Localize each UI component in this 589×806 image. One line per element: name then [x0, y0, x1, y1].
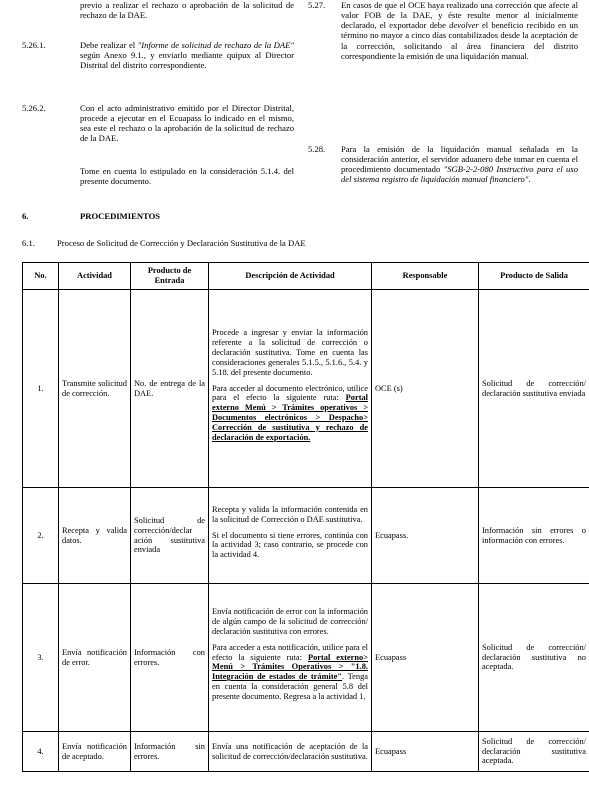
header-responsible: Responsable [372, 263, 479, 290]
table-header-row [23, 263, 589, 290]
item-text-b: según Anexo 9.1., y enviarlo mediante quipux al Director Distrital del distrito correspondiente. [80, 50, 294, 71]
row-responsible: Ecuapass [372, 584, 479, 732]
item-text-a: Para la emisión de la liquidación manual señalada en la consideración anterior, el servidor aduanero debe tomar en cuenta el procedimiento documentado [341, 144, 578, 175]
section-number: 6. [22, 211, 29, 221]
row-input: Información con errores. [131, 584, 209, 732]
header-no: No. [23, 263, 59, 290]
section-title: PROCEDIMIENTOS [80, 211, 161, 221]
item-number: 5.26.2. [22, 103, 46, 113]
row-activity: Recepta y valida datos. [59, 488, 131, 584]
row-output: Solicitud de corrección/ declaración sustitutiva no aceptada. [479, 584, 589, 732]
row-input: Solicitud de corrección/declar ación sustitutiva enviada [131, 488, 209, 584]
item-text [341, 0, 578, 61]
navigation-path: Portal externo> Menú > Trámites Operativos > "1.8. Integración de estados de trámite" [212, 652, 368, 682]
item-text-b: . [528, 174, 531, 185]
item-text-b: el beneficio recibido en un término no mayor a cinco días contabilizados desde la aceptación de la corrección, solicitando al área financiera del distrito correspondiente la emisión de una liquidación manual. [341, 20, 578, 61]
description-paragraph: Procede a ingresar y enviar la información referente a la solicitud de corrección o declaración sustitutiva. Tome en cuenta las consideraciones generales 5.1.5., 5.1.6., 5.4. y 5.18. del presente documento. [212, 328, 368, 377]
table-row [23, 732, 589, 772]
row-description [209, 732, 372, 772]
item-text-emphasis: devolver [449, 20, 479, 31]
row-output: Información sin errores o información con errores. [479, 488, 589, 584]
description-text: Para acceder a esta notificación, utilice para el efecto la siguiente ruta: [212, 642, 368, 662]
left-note-paragraph [80, 166, 294, 186]
row-number: 2. [23, 488, 59, 584]
description-paragraph [212, 643, 368, 702]
row-activity: Envía notificación de aceptado. [59, 732, 131, 772]
header-input: Producto de Entrada [131, 263, 209, 290]
description-paragraph: Recepta y valida la información contenida en la solicitud de Corrección o DAE sustitutiva. [212, 504, 368, 524]
subsection-title: Proceso de Solicitud de Corrección y Declaración Sustitutiva de la DAE [57, 238, 306, 248]
item-5-26-1 [22, 40, 294, 70]
row-activity: Envía notificación de error. [59, 584, 131, 732]
item-number: 5.27. [308, 0, 326, 10]
row-output: Solicitud de corrección/ declaración sustitutiva aceptada. [479, 732, 589, 772]
row-responsible: Ecuapass [372, 732, 479, 772]
header-output: Producto de Salida [479, 263, 589, 290]
item-number: 5.26.1. [22, 40, 46, 50]
table-row [23, 584, 589, 732]
row-responsible: OCE (s) [372, 290, 479, 488]
row-description [209, 584, 372, 732]
header-description: Descripción de Actividad [209, 263, 372, 290]
description-text: . Tenga en cuenta la consideración general 5.8 del presente documento. Regresa a la actividad 1. [212, 672, 368, 701]
item-5-28 [308, 144, 578, 185]
item-text-a: Debe realizar el [80, 40, 138, 50]
procedure-table [22, 262, 589, 772]
row-description [209, 488, 372, 584]
description-paragraph: Envía una notificación de aceptación de la solicitud de corrección/declaración sustitutiva. [212, 741, 368, 761]
item-text: Con el acto administrativo emitido por el Director Distrital, procede a ejecutar en el Ecuapass lo indicado en el mismo, sea este el rechazo o la aprobación de la solicitud de rechazo de la DAE. [80, 103, 294, 144]
subsection-number: 6.1. [22, 238, 35, 248]
item-text [341, 144, 578, 185]
item-5-26-2 [22, 103, 294, 144]
item-text [80, 40, 294, 70]
description-paragraph: Envía notificación de error con la información de algún campo de la solicitud de corrección/ declaración sustitutiva con errores. [212, 607, 368, 636]
row-number: 4. [23, 732, 59, 772]
description-paragraph [212, 384, 368, 443]
description-text: Para acceder al documento electrónico, utilice para el efecto la siguiente ruta: [212, 383, 368, 403]
row-number: 3. [23, 584, 59, 732]
item-text-a: En casos de que el OCE haya realizado una corrección que afecte al valor FOB de la DAE, y éste resulte menor al inicialmente declarado, el exportador debe [341, 0, 578, 31]
section-heading [22, 211, 422, 221]
table-row [23, 290, 589, 488]
row-input: No. de entrega de la DAE. [131, 290, 209, 488]
left-intro-text: previo a realizar el rechazo o aprobación de la solicitud de rechazo de la DAE. [80, 0, 294, 21]
header-activity: Actividad [59, 263, 131, 290]
item-text-emphasis: "Informe de solicitud de rechazo de la DAE" [137, 40, 294, 50]
row-input: Información sin errores. [131, 732, 209, 772]
row-activity: Transmite solicitud de corrección. [59, 290, 131, 488]
table-row [23, 488, 589, 584]
left-intro-paragraph [80, 0, 294, 20]
description-paragraph: Si el documento si tiene errores, continúa con la actividad 3; caso contrario, se procede con la actividad 4. [212, 530, 368, 560]
subsection-heading [22, 238, 562, 248]
row-responsible: Ecuapass. [372, 488, 479, 584]
row-description [209, 290, 372, 488]
item-text-emphasis: "SGB-2-2-080 Instructivo para el uso del sistema registro de liquidación manual financiero" [341, 164, 578, 185]
item-number: 5.28. [308, 144, 326, 154]
navigation-path: Portal externo Menú > Trámites operativos > Documentos electrónicos > Despacho> Corrección de sustitutiva y rechazo de declaración de exportación. [212, 393, 368, 442]
item-5-27 [308, 0, 578, 61]
left-note-text: Tome en cuenta lo estipulado en la consideración 5.1.4. del presente documento. [80, 166, 294, 187]
row-output: Solicitud de corrección/ declaración sustitutiva enviada [479, 290, 589, 488]
row-number: 1. [23, 290, 59, 488]
